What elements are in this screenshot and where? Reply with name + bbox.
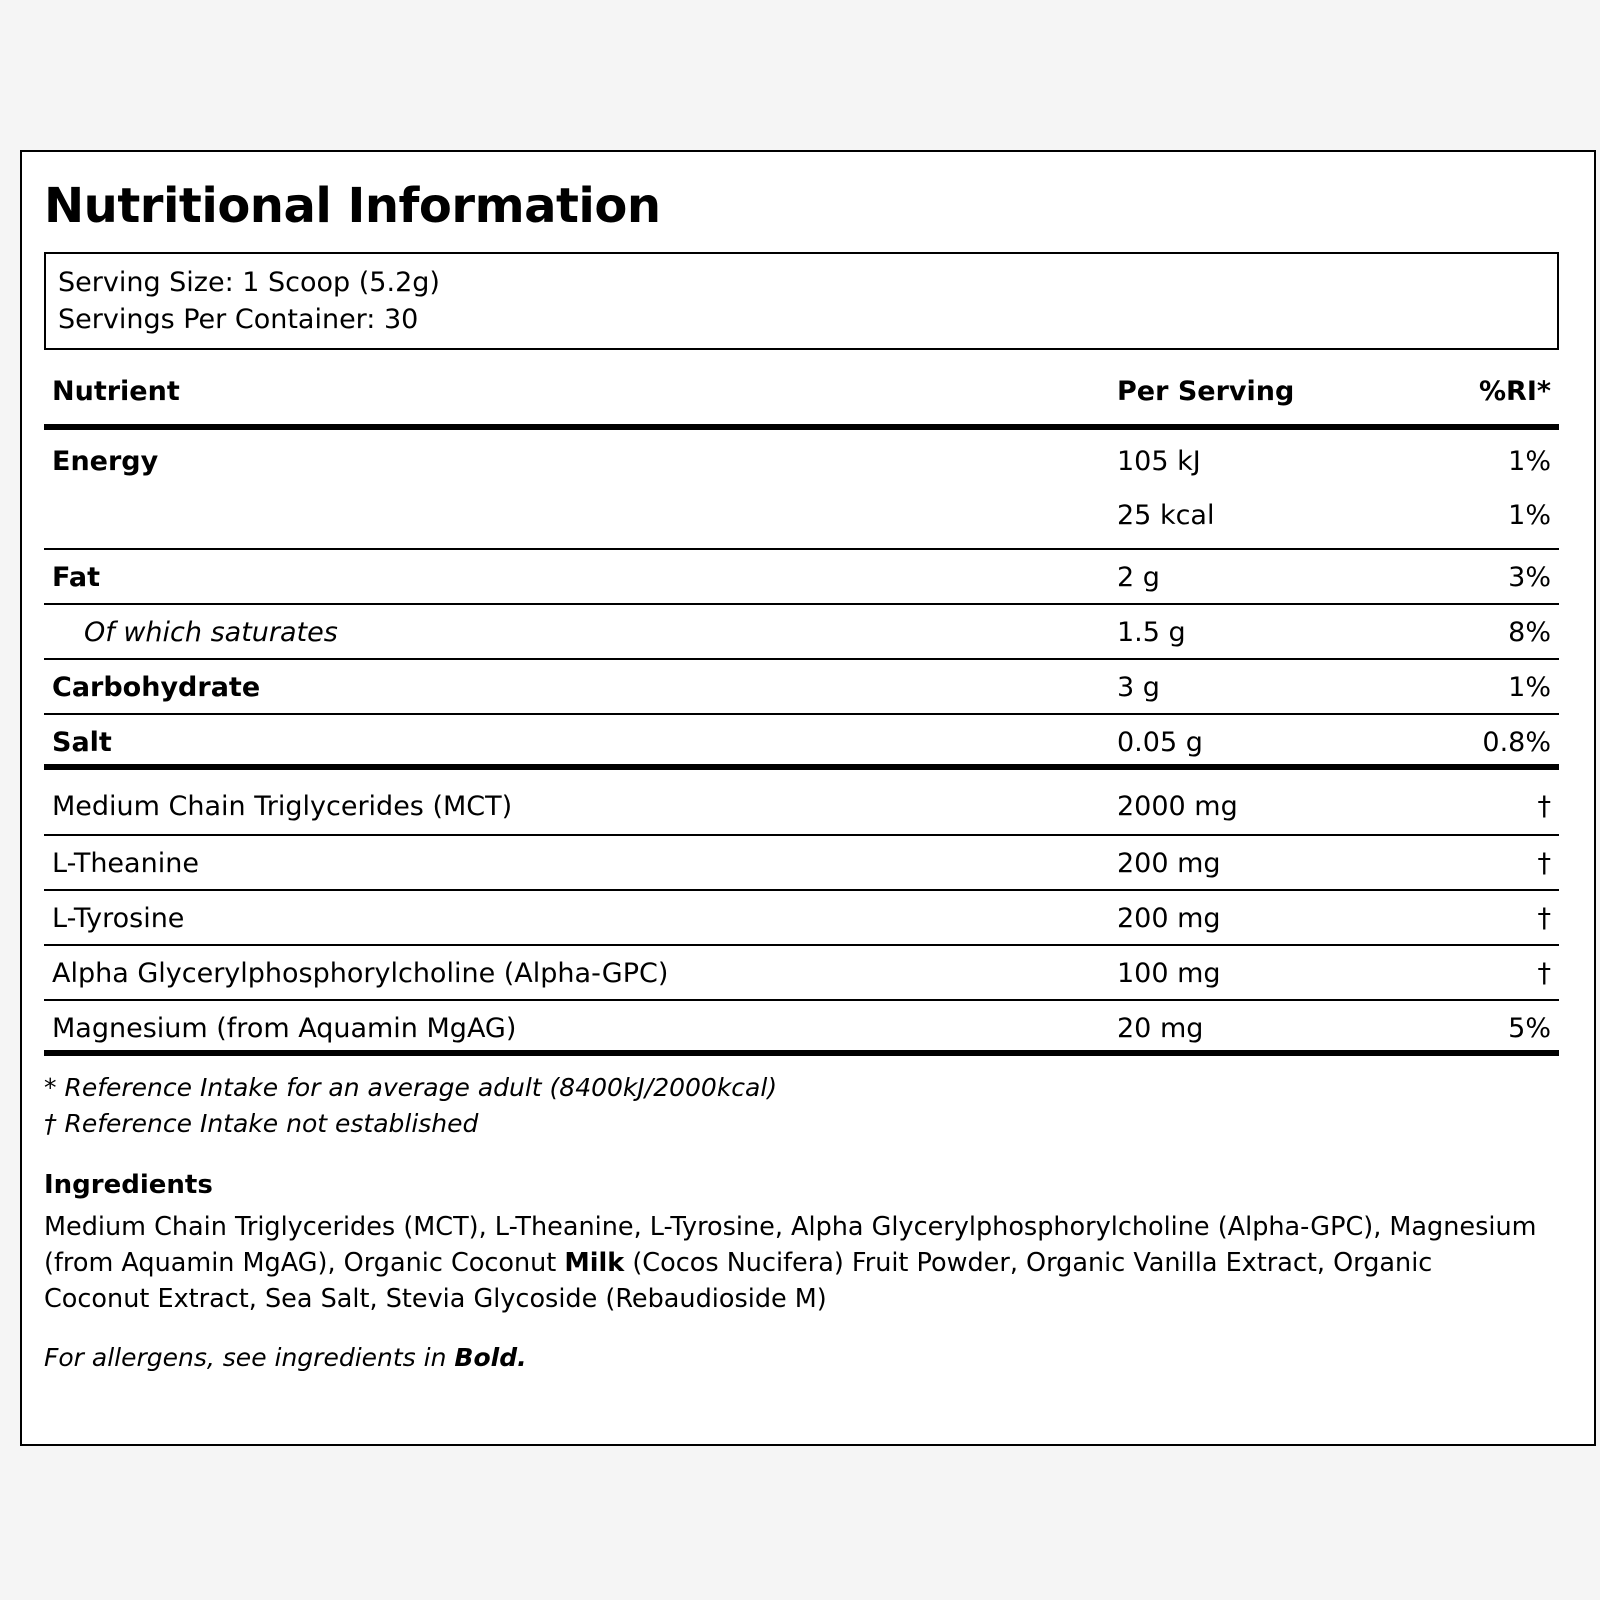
table-row bbox=[44, 836, 1559, 891]
table-row bbox=[44, 770, 1559, 836]
carbohydrate-ri: 1% bbox=[1508, 672, 1551, 703]
salt-ri: 0.8% bbox=[1482, 727, 1551, 758]
energy-kcal-ri: 1% bbox=[1508, 500, 1551, 531]
dagger-footnote: † Reference Intake not established bbox=[44, 1109, 479, 1138]
footnotes bbox=[44, 1070, 1559, 1142]
active-label: Magnesium (from Aquamin MgAG) bbox=[52, 1013, 517, 1044]
header-per-serving: Per Serving bbox=[1117, 376, 1295, 407]
allergen-note bbox=[44, 1340, 527, 1376]
page-title: Nutritional Information bbox=[44, 178, 661, 234]
nutrient-label-carbohydrate: Carbohydrate bbox=[52, 672, 261, 703]
active-ri: † bbox=[1537, 791, 1551, 822]
salt-value: 0.05 g bbox=[1117, 727, 1203, 758]
ingredients-text bbox=[44, 1209, 1544, 1317]
energy-kj-ri: 1% bbox=[1508, 446, 1551, 477]
header-ri: %RI* bbox=[1478, 376, 1551, 407]
ingredients-text-after: (Cocos Nucifera) Fruit Powder, Organic Vanilla Extract, Organic Coconut Extract, Sea Salt, Stevia Glycoside (Rebaudioside M) bbox=[44, 1248, 1433, 1314]
saturates-value: 1.5 g bbox=[1117, 617, 1186, 648]
active-ri: † bbox=[1537, 848, 1551, 879]
table-row-salt bbox=[44, 715, 1559, 770]
active-ri: 5% bbox=[1508, 1013, 1551, 1044]
nutrient-label-saturates: Of which saturates bbox=[84, 617, 338, 648]
active-value: 20 mg bbox=[1117, 1013, 1204, 1044]
active-value: 100 mg bbox=[1117, 958, 1221, 989]
active-value: 2000 mg bbox=[1117, 791, 1238, 822]
ingredients-text-before: Medium Chain Triglycerides (MCT), L-Theanine, L-Tyrosine, Alpha Glycerylphosphorylcholine (Alpha-GPC), Magnesium (from Aquamin MgAG), Organic Coconut bbox=[44, 1212, 1537, 1278]
fat-value: 2 g bbox=[1117, 562, 1160, 593]
table-row-saturates bbox=[44, 605, 1559, 660]
carbohydrate-value: 3 g bbox=[1117, 672, 1160, 703]
nutrient-label-energy: Energy bbox=[52, 446, 159, 477]
table-row-fat bbox=[44, 550, 1559, 605]
table-row-energy-kcal bbox=[44, 485, 1559, 550]
nutrition-table bbox=[44, 362, 1559, 1056]
table-row-energy-kj bbox=[44, 430, 1559, 485]
active-label: L-Theanine bbox=[52, 848, 199, 879]
saturates-ri: 8% bbox=[1508, 617, 1551, 648]
active-label: Alpha Glycerylphosphorylcholine (Alpha-GPC) bbox=[52, 958, 669, 989]
energy-kj-value: 105 kJ bbox=[1117, 446, 1201, 477]
energy-kcal-value: 25 kcal bbox=[1117, 500, 1215, 531]
active-value: 200 mg bbox=[1117, 848, 1221, 879]
active-value: 200 mg bbox=[1117, 903, 1221, 934]
table-row bbox=[44, 1001, 1559, 1056]
table-header-row bbox=[44, 362, 1559, 430]
fat-ri: 3% bbox=[1508, 562, 1551, 593]
allergen-note-bold: Bold. bbox=[454, 1343, 527, 1372]
nutrient-label-fat: Fat bbox=[52, 562, 100, 593]
table-row bbox=[44, 891, 1559, 946]
ingredients-heading: Ingredients bbox=[44, 1170, 213, 1200]
active-label: L-Tyrosine bbox=[52, 903, 185, 934]
nutrient-label-salt: Salt bbox=[52, 727, 112, 758]
nutrition-panel bbox=[20, 150, 1596, 1446]
table-row bbox=[44, 946, 1559, 1001]
serving-info-box bbox=[44, 252, 1559, 350]
ri-footnote: * Reference Intake for an average adult (8400kJ/2000kcal) bbox=[44, 1073, 778, 1102]
servings-per-container: Servings Per Container: 30 bbox=[58, 304, 419, 335]
allergen-note-text: For allergens, see ingredients in bbox=[44, 1343, 455, 1372]
ingredients-allergen-word: Milk bbox=[564, 1248, 625, 1278]
active-ri: † bbox=[1537, 958, 1551, 989]
active-label: Medium Chain Triglycerides (MCT) bbox=[52, 791, 513, 822]
active-ri: † bbox=[1537, 903, 1551, 934]
header-nutrient: Nutrient bbox=[52, 376, 180, 407]
table-row-carbohydrate bbox=[44, 660, 1559, 715]
serving-size: Serving Size: 1 Scoop (5.2g) bbox=[58, 267, 440, 298]
